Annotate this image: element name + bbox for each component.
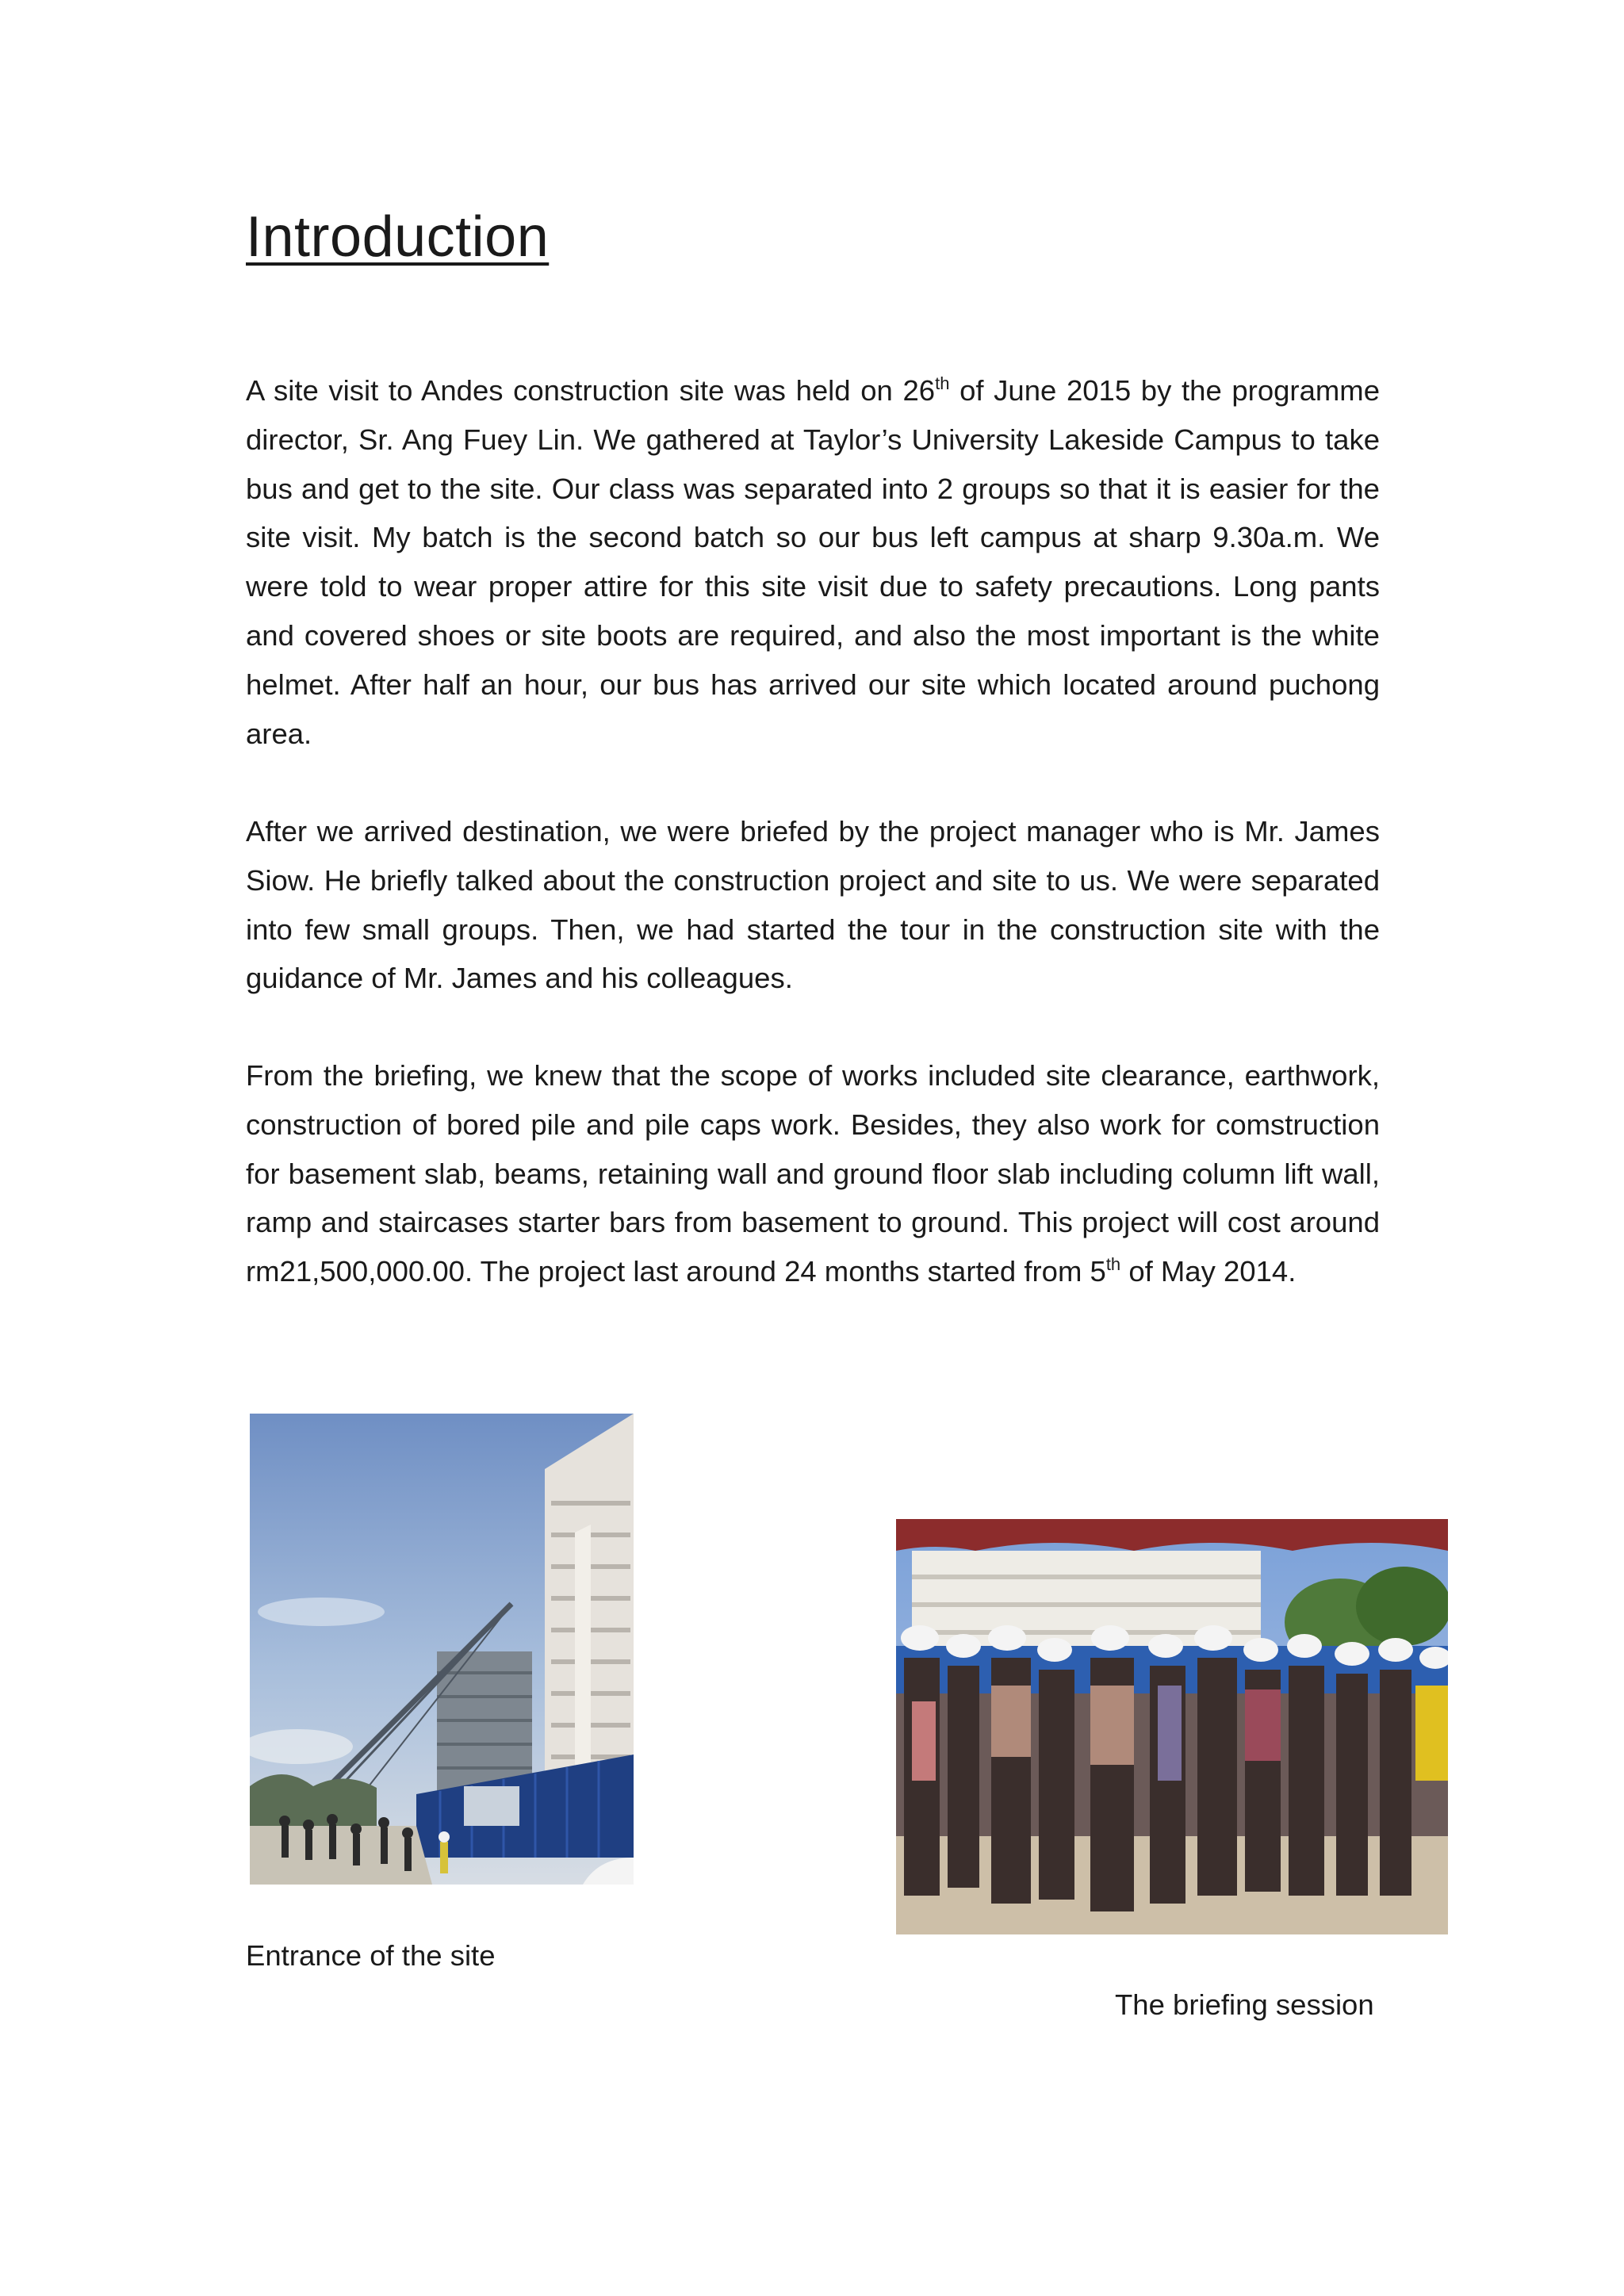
entrance-photo-caption: Entrance of the site (246, 1939, 496, 1972)
paragraph-intro-text-a: A site visit to Andes construction site was held on 26 (246, 374, 936, 407)
page-title: Introduction (246, 205, 550, 269)
briefing-photo-caption: The briefing session (1115, 1988, 1374, 2021)
paragraph-briefing: After we arrived destination, we were briefed by the project manager who is Mr. James Siow. He briefly talked about the construction project and site to us. We were separated into few small groups. Then, we had started the tour in the construction site with the guidance of Mr. James and his colleagues. (246, 815, 1380, 995)
paragraph-intro (246, 366, 1380, 758)
briefing-session-photo (896, 1519, 1448, 1934)
ordinal-superscript: th (935, 373, 950, 393)
ordinal-superscript: th (1105, 1254, 1121, 1275)
paragraph-scope (246, 1051, 1380, 1296)
paragraph-scope-text-a: From the briefing, we knew that the scope of works included site clearance, earthwork, construction of bored pile and pile caps work. Besides, they also work for comstruction for basement slab, beams, retaining wall and ground floor slab including column lift wall, ramp and staircases starter bars from basement to ground. This project will cost around rm21,500,000.00. The project last around 24 months started from 5 (246, 1059, 1380, 1288)
paragraph-scope-text-b: of May 2014. (1120, 1255, 1297, 1288)
paragraph-intro-text-b: of June 2015 by the programme director, Sr. Ang Fuey Lin. We gathered at Taylor’s University Lakeside Campus to take bus and get to the site. Our class was separated into 2 groups so that it is easier for the site visit. My batch is the second batch so our bus left campus at sharp 9.30a.m. We were told to wear proper attire for this site visit due to safety precautions. Long pants and covered shoes or site boots are required, and also the most important is the white helmet. After half an hour, our bus has arrived our site which located around puchong area. (246, 374, 1380, 750)
site-entrance-photo (250, 1414, 634, 1885)
